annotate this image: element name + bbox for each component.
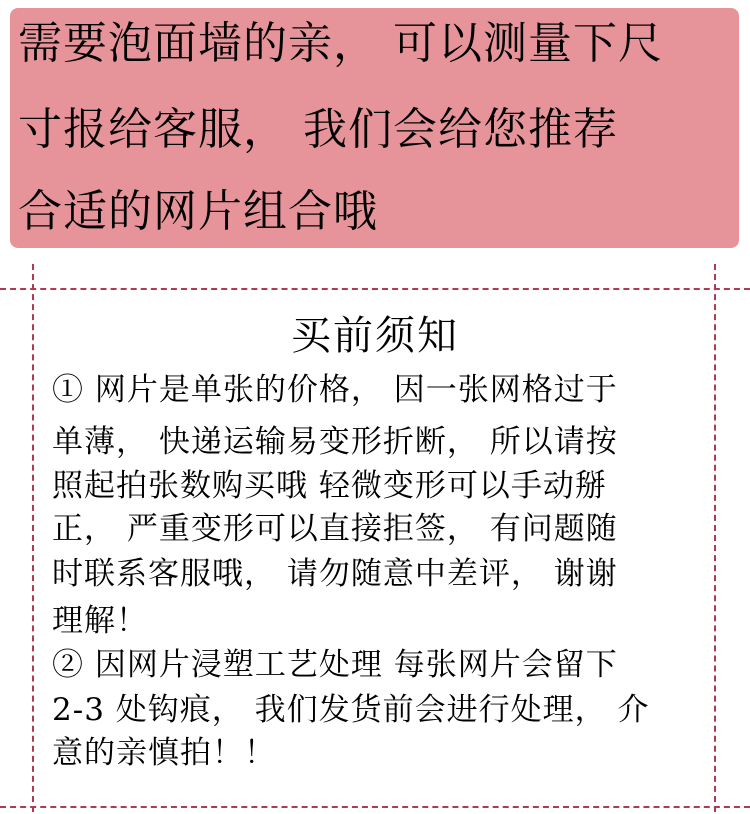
notice-line: 时联系客服哦， 请勿随意中差评， 谢谢: [52, 556, 618, 592]
promo-banner: [10, 8, 739, 248]
notice-line: 正， 严重变形可以直接拒签， 有问题随: [52, 511, 618, 547]
frame-top-border: [0, 288, 750, 290]
frame-bottom-border: [0, 806, 750, 808]
notice-line: 2-3 处钩痕， 我们发货前会进行处理， 介: [52, 692, 650, 728]
banner-line-1: 需要泡面墙的亲， 可以测量下尺: [18, 18, 663, 69]
banner-line-3: 合适的网片组合哦: [18, 186, 378, 237]
notice-line: 理解！: [52, 603, 148, 639]
notice-line: 单薄， 快递运输易变形折断， 所以请按: [52, 424, 618, 460]
banner-line-2: 寸报给客服， 我们会给您推荐: [18, 104, 618, 155]
notice-line: 意的亲慎拍！！: [52, 735, 276, 771]
notice-title: 买前须知: [291, 313, 459, 359]
notice-line: ① 网片是单张的价格， 因一张网格过于: [52, 372, 618, 408]
notice-line: ② 因网片浸塑工艺处理 每张网片会留下: [52, 647, 618, 683]
notice-line: 照起拍张数购买哦 轻微变形可以手动掰: [52, 468, 607, 504]
